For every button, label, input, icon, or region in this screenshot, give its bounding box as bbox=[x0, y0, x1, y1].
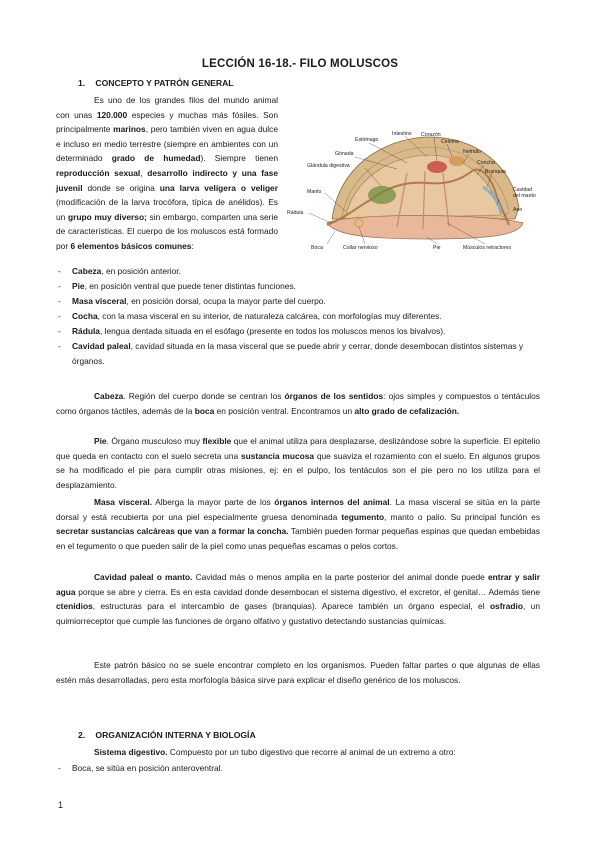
label-corazon: Corazón bbox=[421, 132, 441, 138]
list-bullet: - bbox=[58, 763, 61, 773]
list-text: , en posición ventral que puede tener distintas funciones. bbox=[84, 281, 296, 291]
list-bullet: - bbox=[58, 311, 61, 321]
sistema-digestivo-paragraph bbox=[56, 745, 540, 760]
masa-visceral-paragraph-run: Masa visceral. bbox=[94, 497, 153, 507]
patron-basico-paragraph-run: Este patrón básico no se suele encontrar completo en los organismos. Pueden faltar partes o que algunas de ellas estén más desarrolladas, pero esta morfología básica sirve para explicar el diseño genérico de los moluscos. bbox=[56, 660, 540, 685]
intro-run: Es uno de los grandes filos del mundo animal con unas bbox=[56, 95, 278, 120]
list-text: , en posición dorsal, ocupa la mayor parte del cuerpo. bbox=[126, 296, 326, 306]
lesson-title: LECCIÓN 16-18.- FILO MOLUSCOS bbox=[201, 58, 399, 70]
list-text: , con la masa visceral en su interior, de naturaleza calcárea, con morfologías muy diferentes. bbox=[97, 311, 442, 321]
pie-paragraph-run: . Órgano musculoso muy bbox=[106, 436, 203, 446]
intro-run: ). Siempre tienen bbox=[200, 153, 278, 164]
patron-basico-paragraph bbox=[56, 658, 540, 687]
masa-visceral-paragraph bbox=[56, 495, 540, 553]
label-cavidad: Cavidad bbox=[513, 187, 533, 193]
intro-run: sin embargo, comparten una serie de características. El cuerpo de los moluscos está formado por bbox=[56, 211, 278, 251]
pie-paragraph bbox=[56, 434, 540, 492]
cabeza-paragraph-run: : ojos simples y compuestos o tentáculos como órganos táctiles, además de la bbox=[56, 391, 540, 416]
list-term: Cavidad paleal bbox=[72, 341, 131, 351]
list-term: Rádula bbox=[72, 326, 100, 336]
intro-run: una larva velígera o veliger bbox=[159, 182, 278, 193]
section-2-title: ORGANIZACIÓN INTERNA Y BIOLOGÍA bbox=[95, 730, 256, 740]
cabeza-paragraph-run: alto grado de cefalización. bbox=[354, 405, 460, 416]
list-item bbox=[58, 339, 540, 368]
cavidad-paleal-paragraph-run: Cavidad más o menos amplia en la parte posterior del animal donde puede bbox=[192, 572, 488, 582]
cavidad-paleal-paragraph-run: porque se abre y cierra. Es en esta cavidad donde desembocan el sistema digestivo, el excretor, el genital… Además tiene bbox=[75, 586, 540, 597]
cabeza-paragraph bbox=[56, 389, 540, 418]
page-number: 1 bbox=[58, 800, 64, 810]
list-term: Pie bbox=[72, 281, 85, 291]
list-item bbox=[58, 279, 540, 294]
section-1-title: CONCEPTO Y PATRÓN GENERAL bbox=[95, 78, 234, 88]
pie-paragraph-run: que el animal utiliza para desplazarse, deslizándose sobre la superficie. El epitelio que queda en contacto con el suelo secreta una bbox=[56, 436, 540, 461]
cavidad-paleal-paragraph-run: , un quimiorreceptor que cumple las funciones de órgano olfativo y gustativo detectando sustancias químicas. bbox=[56, 601, 540, 626]
label-manto: Manto bbox=[307, 189, 322, 195]
list-item bbox=[58, 294, 540, 309]
intro-run: 120.000 bbox=[96, 109, 128, 120]
intro-run: donde se origina bbox=[82, 182, 160, 193]
pie-paragraph-run: flexible bbox=[202, 436, 232, 446]
intro-run: grupo muy diverso; bbox=[67, 211, 147, 222]
label-glandula: Glándula digestiva bbox=[307, 163, 350, 169]
list-text: , en posición anterior. bbox=[101, 266, 181, 276]
cabeza-paragraph-run: órganos de los sentidos bbox=[284, 391, 384, 401]
sistema-digestivo-run: Sistema digestivo. bbox=[94, 747, 168, 757]
sistema-digestivo-run: Compuesto por un tubo digestivo que recorre al animal de un extremo a otro: bbox=[167, 747, 456, 757]
pie-paragraph-run: sustancia mucosa bbox=[240, 450, 315, 461]
list-term: Cocha bbox=[72, 311, 98, 321]
cabeza-paragraph-run: . Región del cuerpo donde se centran los bbox=[123, 391, 285, 401]
masa-visceral-paragraph-run: tegumento bbox=[341, 511, 385, 522]
list-item bbox=[58, 324, 540, 339]
masa-visceral-paragraph-run: órganos internos del animal bbox=[274, 497, 390, 507]
list-bullet: - bbox=[58, 341, 61, 351]
pie-paragraph-run: Pie bbox=[94, 436, 107, 446]
label-gonada: Gónada bbox=[335, 151, 354, 157]
list-term: Masa visceral bbox=[72, 296, 127, 306]
masa-visceral-paragraph-run: También pueden formar pequeñas espinas que quedan embebidas en el tegumento o que pueden salir de la piel como unas pequeñas escamas o pelos cortos. bbox=[56, 526, 540, 551]
masa-visceral-paragraph-run: . La masa visceral se sitúa en la parte dorsal y está recubierta por una piel especialmente gruesa denominada bbox=[56, 497, 541, 522]
list-item bbox=[58, 761, 540, 776]
section-2-number: 2. bbox=[78, 730, 86, 740]
cavidad-paleal-paragraph-run: Cavidad paleal o manto. bbox=[94, 572, 193, 582]
label-boca: Boca bbox=[311, 245, 323, 251]
masa-visceral-paragraph-run: , manto o palio. Su principal función es bbox=[384, 511, 541, 522]
cabeza-paragraph-run: en posición ventral. Encontramos un bbox=[214, 405, 355, 416]
list-item bbox=[58, 264, 540, 279]
intro-run: marinos bbox=[113, 124, 146, 135]
cavidad-paleal-paragraph-run: osfradio bbox=[489, 601, 523, 612]
intro-run: , pero también viven en agua dulce e incluso en medio terrestre (siempre en ambientes con un determinado bbox=[56, 124, 278, 164]
intro-run: (modificación de la larva trocófora, típica de anélidos). Es un bbox=[56, 197, 278, 222]
mollusc-anatomy-figure bbox=[287, 127, 544, 252]
label-estomago: Estómago bbox=[355, 137, 379, 143]
masa-visceral-paragraph-run: secretar sustancias calcáreas que van a formar la concha. bbox=[56, 526, 289, 537]
list-bullet: - bbox=[58, 266, 61, 276]
label-intestino: Intestino bbox=[392, 131, 412, 137]
label-del-manto: del manto bbox=[513, 193, 536, 199]
list-text: , lengua dentada situada en el esófago (presente en todos los moluscos menos los bivalvos). bbox=[99, 326, 446, 336]
intro-run: especies y muchas más fósiles. Son principalmente bbox=[56, 109, 278, 135]
label-concha: Concha bbox=[477, 160, 495, 166]
intro-run: 6 elementos básicos comunes bbox=[70, 240, 192, 251]
cavidad-paleal-paragraph-run: , estructuras para el intercambio de gases (branquias). Aparece también un órgano especial, el bbox=[92, 601, 490, 612]
label-branquia: Branquia bbox=[485, 169, 506, 175]
label-musculos: Músculos retractores bbox=[463, 245, 512, 251]
intro-run: : bbox=[191, 240, 194, 251]
cavidad-paleal-paragraph-run: entrar y salir agua bbox=[56, 572, 540, 597]
cabeza-paragraph-run: boca bbox=[194, 405, 215, 416]
list-bullet: - bbox=[58, 281, 61, 291]
cavidad-paleal-paragraph bbox=[56, 570, 540, 628]
intro-run: , bbox=[140, 167, 148, 178]
intro-run: grado de humedad bbox=[111, 153, 201, 164]
label-celoma: Celoma bbox=[441, 139, 459, 145]
list-text: , cavidad situada en la masa visceral que se puede abrir y cerrar, donde desembocan distintos sistemas y órganos. bbox=[72, 341, 524, 366]
foot-shape bbox=[327, 216, 523, 240]
label-collar: Collar nervioso bbox=[343, 245, 378, 251]
section-1-heading bbox=[78, 78, 234, 88]
label-radula: Rádula bbox=[287, 210, 304, 216]
list-bullet: - bbox=[58, 296, 61, 306]
list-term: Cabeza bbox=[72, 266, 102, 276]
section-2-heading bbox=[78, 730, 256, 740]
list-text: Boca, se sitúa en posición anteroventral. bbox=[72, 763, 223, 773]
cabeza-paragraph-run: Cabeza bbox=[94, 391, 124, 401]
label-ano: Ano bbox=[513, 207, 523, 213]
list-bullet: - bbox=[58, 326, 61, 336]
label-nefridio: Nefridio bbox=[463, 149, 481, 155]
list-item bbox=[58, 309, 540, 324]
label-pie: Pie bbox=[433, 245, 441, 251]
pie-paragraph-run: que suaviza el rozamiento con el suelo. En algunos grupos se ha modificado el pie para cumplir otras misiones, ej: en el pulpo, los tentáculos son el pie pero no los utiliza para el desplazamiento. bbox=[56, 450, 540, 490]
intro-run: reproducción sexual bbox=[56, 167, 141, 178]
cavidad-paleal-paragraph-run: ctenidios bbox=[56, 601, 93, 612]
intro-run: desarrollo indirecto y una fase juvenil bbox=[56, 167, 279, 193]
section-1-number: 1. bbox=[78, 78, 86, 88]
masa-visceral-paragraph-run: Alberga la mayor parte de los bbox=[152, 497, 275, 507]
